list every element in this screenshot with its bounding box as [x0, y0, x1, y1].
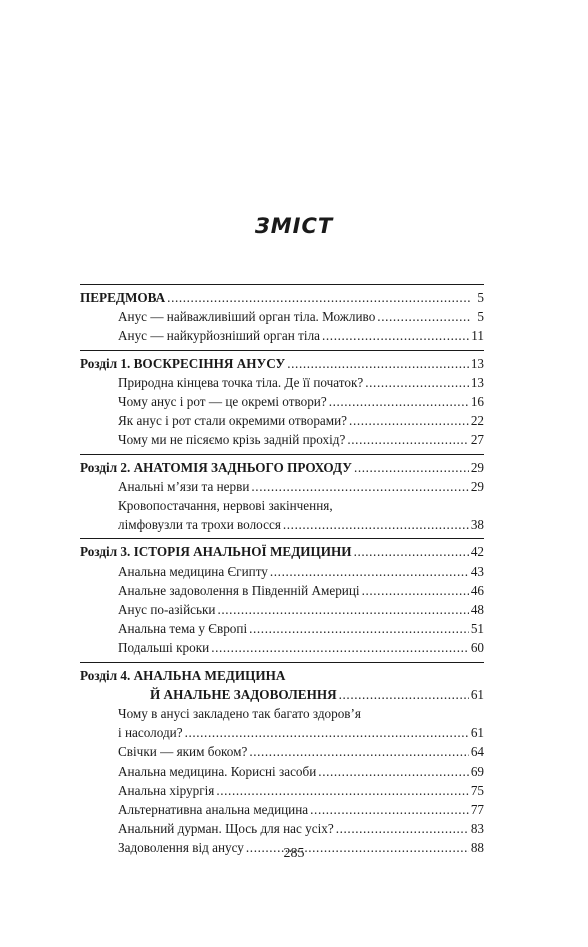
toc-page-number: 61 — [470, 725, 484, 741]
toc-entry[interactable] — [80, 430, 484, 449]
toc-page-number: 16 — [470, 394, 484, 410]
toc-section-preface — [80, 284, 484, 350]
toc-entry[interactable] — [80, 723, 484, 742]
toc-heading-title: ПЕРЕДМОВА — [80, 290, 166, 305]
dot-leader — [249, 742, 468, 761]
toc-page-number: 43 — [470, 563, 484, 579]
dot-leader — [251, 477, 468, 496]
toc-entry[interactable] — [80, 392, 484, 411]
chapter-label: Розділ 4. — [80, 667, 131, 683]
toc-page-number: 29 — [470, 459, 484, 475]
toc-entry-title: Чому анус і рот — це окремі отвори? — [118, 394, 327, 410]
toc-entry-title: Анус — найважливіший орган тіла. Можливо — [118, 309, 376, 325]
toc-section-chapter-3 — [80, 538, 484, 661]
toc-heading[interactable] — [80, 288, 484, 307]
dot-leader — [167, 288, 470, 307]
toc-entry[interactable] — [80, 515, 484, 534]
table-of-contents — [80, 284, 484, 862]
dot-leader — [362, 581, 469, 600]
toc-entry[interactable] — [80, 600, 484, 619]
toc-entry[interactable] — [80, 781, 484, 800]
toc-entry-title: Анальна хірургія — [118, 782, 215, 798]
toc-entry[interactable] — [80, 638, 484, 657]
toc-page-number: 29 — [470, 478, 484, 494]
dot-leader — [329, 392, 469, 411]
toc-entry-title: Анальна медицина Єгипту — [118, 563, 268, 579]
toc-page-number: 42 — [470, 544, 484, 560]
toc-page-number: 60 — [470, 640, 484, 656]
toc-entry[interactable] — [80, 819, 484, 838]
toc-heading-title: АНАТОМІЯ ЗАДНЬОГО ПРОХОДУ — [133, 459, 352, 475]
toc-page-number: 38 — [470, 517, 484, 533]
toc-entry-title: Подальші кроки — [118, 640, 210, 656]
toc-entry-title: Анус по-азійськи — [118, 602, 216, 618]
toc-page-number: 69 — [470, 763, 484, 779]
toc-entry-title: і насолоди? — [118, 725, 183, 741]
toc-entry[interactable] — [80, 742, 484, 761]
toc-page-number: 64 — [470, 744, 484, 760]
dot-leader — [217, 600, 468, 619]
toc-entry-title: Анальна тема у Європі — [118, 621, 248, 637]
dot-leader — [339, 685, 469, 704]
chapter-label: Розділ 3. — [80, 544, 131, 560]
toc-page-number: 51 — [470, 621, 484, 637]
toc-entry[interactable] — [80, 326, 484, 345]
dot-leader — [310, 800, 469, 819]
dot-leader — [211, 638, 469, 657]
toc-page-number: 13 — [470, 374, 484, 390]
dot-leader — [249, 619, 469, 638]
toc-section-chapter-1 — [80, 350, 484, 454]
toc-entry-title: Як анус і рот стали окремими отворами? — [118, 413, 348, 429]
dot-leader — [185, 723, 469, 742]
toc-entry[interactable] — [80, 800, 484, 819]
dot-leader — [347, 430, 468, 449]
toc-page-number: 75 — [470, 782, 484, 798]
toc-heading-title-continued: Й АНАЛЬНЕ ЗАДОВОЛЕННЯ — [150, 686, 337, 702]
dot-leader — [365, 373, 469, 392]
toc-heading-title: ВОСКРЕСІННЯ АНУСУ — [133, 355, 286, 371]
toc-entry[interactable] — [80, 373, 484, 392]
toc-page-number: 5 — [477, 290, 484, 305]
toc-section-chapter-2 — [80, 454, 484, 539]
toc-entry-title: Анальний дурман. Щось для нас усіх? — [118, 821, 334, 837]
dot-leader — [377, 307, 470, 326]
dot-leader — [283, 515, 469, 534]
toc-heading[interactable] — [80, 542, 484, 561]
dot-leader — [354, 542, 469, 561]
toc-entry-title: Анальні м’язи та нерви — [118, 478, 250, 494]
toc-entry[interactable] — [80, 619, 484, 638]
toc-entry-title: Кровопостачання, нервові закінчення, — [118, 498, 333, 514]
chapter-label: Розділ 2. — [80, 459, 131, 475]
toc-page-number: 27 — [470, 432, 484, 448]
toc-entry-line[interactable] — [80, 496, 484, 515]
toc-heading-line[interactable] — [80, 666, 484, 685]
toc-page-number: 22 — [470, 413, 484, 429]
dot-leader — [216, 781, 468, 800]
dot-leader — [336, 819, 469, 838]
toc-heading-title: АНАЛЬНА МЕДИЦИНА — [133, 667, 286, 683]
toc-entry[interactable] — [80, 562, 484, 581]
dot-leader — [270, 562, 469, 581]
toc-entry-title: Чому в анусі закладено так багато здоров’я — [118, 706, 361, 722]
toc-entry-title: Свічки — яким боком? — [118, 744, 248, 760]
toc-entry-title: Чому ми не пісяємо крізь задній прохід? — [118, 432, 346, 448]
toc-entry[interactable] — [80, 762, 484, 781]
toc-entry-title: Природна кінцева точка тіла. Де її початок? — [118, 374, 364, 390]
toc-page-number: 88 — [470, 840, 484, 856]
toc-heading-title: ІСТОРІЯ АНАЛЬНОЇ МЕДИЦИНИ — [133, 544, 352, 560]
toc-entry[interactable] — [80, 307, 484, 326]
toc-section-chapter-4 — [80, 662, 484, 862]
dot-leader — [318, 762, 469, 781]
toc-entry[interactable] — [80, 581, 484, 600]
toc-entry[interactable] — [80, 477, 484, 496]
dot-leader — [287, 354, 469, 373]
toc-entry-title: Анальна медицина. Корисні засоби — [118, 763, 317, 779]
toc-entry-title: Альтернативна анальна медицина — [118, 802, 309, 818]
toc-page-number: 48 — [470, 602, 484, 618]
toc-entry-title: лімфовузли та трохи волосся — [118, 517, 281, 533]
toc-page-number: 5 — [477, 309, 484, 325]
dot-leader — [349, 411, 469, 430]
toc-entry[interactable] — [80, 411, 484, 430]
toc-page-number: 46 — [470, 582, 484, 598]
toc-heading[interactable] — [80, 458, 484, 477]
toc-page-number: 61 — [470, 686, 484, 702]
toc-entry-title: Анальне задоволення в Південній Америці — [118, 582, 360, 598]
page-number: 285 — [283, 846, 305, 861]
toc-page-number: 83 — [470, 821, 484, 837]
toc-page-number: 13 — [470, 355, 484, 371]
toc-heading[interactable] — [80, 354, 484, 373]
toc-entry-title: Анус — найкурйозніший орган тіла — [118, 328, 320, 344]
toc-entry-title: Задоволення від анусу — [118, 840, 244, 856]
toc-page-number: 11 — [471, 328, 484, 344]
dot-leader — [322, 326, 469, 345]
toc-heading[interactable] — [80, 685, 484, 704]
page-title: ЗМІСТ — [254, 214, 334, 238]
toc-entry-line[interactable] — [80, 704, 484, 723]
chapter-label: Розділ 1. — [80, 355, 131, 371]
dot-leader — [354, 458, 469, 477]
toc-page-number: 77 — [470, 802, 484, 818]
